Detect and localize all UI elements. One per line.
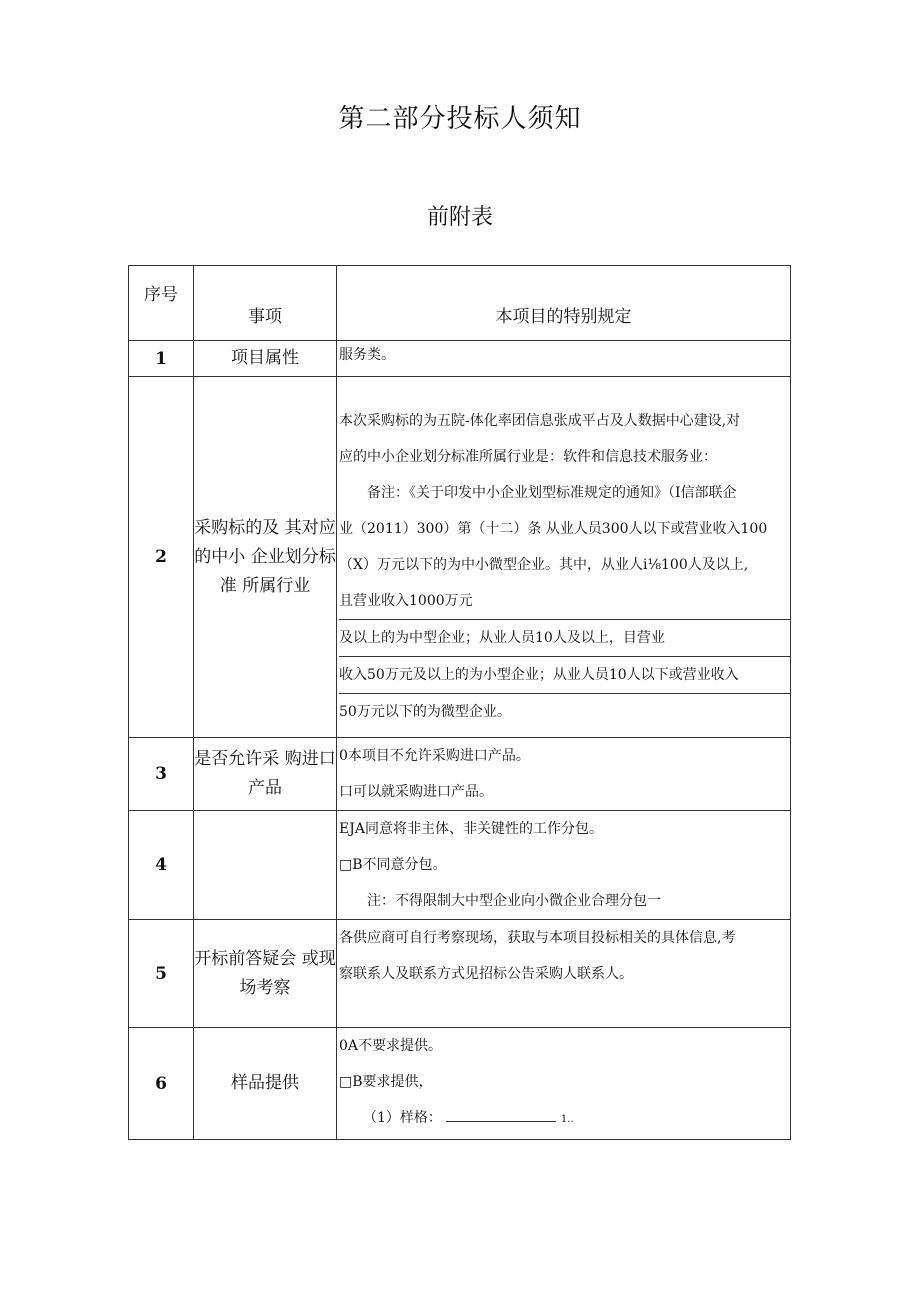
row-rule <box>337 1028 791 1140</box>
header-rule: 本项目的特别规定 <box>337 266 791 341</box>
rule-line: □B不同意分包。 <box>339 857 447 873</box>
rule-line: 收入50万元及以上的为小型企业；从业人员10人以下或营业收入 <box>339 656 790 693</box>
item-line: 开标前答疑会 <box>194 948 297 969</box>
row-number: 3 <box>129 738 194 811</box>
row-item <box>194 738 337 811</box>
rule-line: EJA同意将非主体、非关键性的工作分包。 <box>339 821 603 837</box>
rule-line: 0A不要求提供。 <box>339 1038 443 1054</box>
row-item <box>194 377 337 738</box>
rule-line <box>339 1100 790 1138</box>
item-line: 是否允许采 <box>194 749 280 769</box>
rule-line: 备注：《关于印发中小企业划型标准规定的通知》（I信部联企 <box>367 485 737 501</box>
table-row <box>129 377 791 738</box>
row-number: 6 <box>129 1028 194 1140</box>
sample-spec-note: 1.. <box>560 1114 574 1125</box>
rule-line: 本次采购标的为五院-体化率团信息张成平占及人数据中心建设,对 <box>339 413 741 429</box>
row-item <box>194 920 337 1028</box>
rule-line: （X）万元以下的为中小微型企业。其中，从业人i⅛100人及以上, <box>339 557 749 573</box>
page-title: 第二部分投标人须知 <box>338 104 582 134</box>
row-number: 5 <box>129 920 194 1028</box>
rule-line: 应的中小企业划分标准所属行业是：软件和信息技术服务业： <box>339 449 717 465</box>
row-rule <box>337 341 791 377</box>
row-item <box>194 811 337 920</box>
item-line: 或现场考察 <box>239 948 336 998</box>
table-header-row <box>129 266 791 341</box>
table-row <box>129 920 791 1028</box>
item-line: 采购标的及 <box>194 517 280 538</box>
rule-line: 及以上的为中型企业；从业人员10人及以上，目营业 <box>339 619 790 656</box>
table-row <box>129 738 791 811</box>
row-rule <box>337 811 791 920</box>
row-item: 样品提供 <box>194 1028 337 1140</box>
table-row <box>129 341 791 377</box>
sample-spec-blank <box>446 1109 556 1122</box>
item-line: 购进口产品 <box>248 749 336 798</box>
row-number: 1 <box>129 341 194 377</box>
rule-line: 服务类。 <box>339 347 395 363</box>
row-item: 项目属性 <box>194 341 337 377</box>
rule-line: 察联系人及联系方式见招标公告采购人联系人。 <box>339 966 633 982</box>
rule-line: 50万元以下的为微型企业。 <box>339 693 790 730</box>
table-row <box>129 811 791 920</box>
row-rule <box>337 738 791 811</box>
rule-line: 注：不得限制大中型企业向小微企业合理分包一 <box>367 893 661 909</box>
row-rule <box>337 920 791 1028</box>
rule-line: 各供应商可自行考察现场，获取与本项目投标相关的具体信息,考 <box>339 930 736 946</box>
rule-line: 业（2011）300）第（十二）条 从业人员300人以下或营业收入100 <box>339 521 768 537</box>
row-number: 4 <box>129 811 194 920</box>
table-row <box>129 1028 791 1140</box>
rule-line: □B要求提供， <box>339 1074 433 1090</box>
table-title: 前附表 <box>426 205 493 230</box>
appendix-table <box>128 265 791 1140</box>
header-item: 事项 <box>194 266 337 341</box>
rule-line: 且营业收入1000万元 <box>339 593 473 609</box>
header-no: 序号 <box>129 266 194 341</box>
row-number: 2 <box>129 377 194 738</box>
item-line: 企业划分标准 <box>219 546 336 596</box>
rule-line: 口可以就采购进口产品。 <box>339 784 493 800</box>
item-line: 所属行业 <box>242 575 311 596</box>
row-rule <box>337 377 791 738</box>
rule-line: 0本项目不允许采购进口产品。 <box>339 748 530 764</box>
item-line: 其对应的中小 <box>194 517 336 567</box>
sample-spec-label: （1）样格： <box>363 1110 442 1126</box>
